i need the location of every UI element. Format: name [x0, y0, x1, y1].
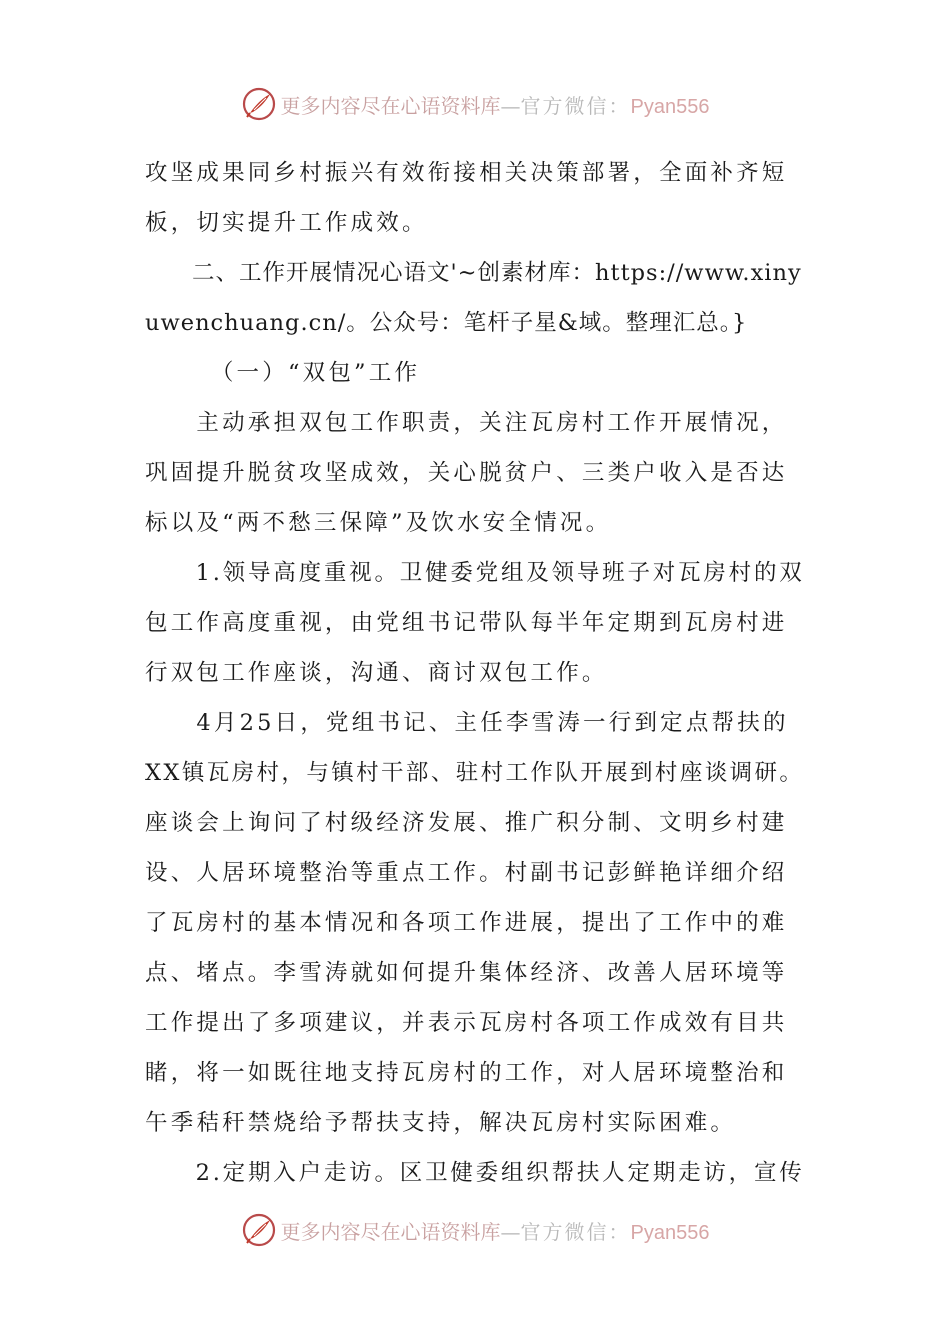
text-line: 行双包工作座谈，沟通、商讨双包工作。	[145, 660, 608, 686]
banner-dash: —	[500, 93, 521, 118]
banner-main-text: 更多内容尽在心语资料库	[280, 1219, 501, 1244]
banner-wechat-label: 官方微信：	[520, 93, 631, 118]
text-line: 点、堵点。李雪涛就如何提升集体经济、改善人居环境等	[145, 960, 788, 986]
text-line: 攻坚成果同乡村振兴有效衔接相关决策部署，全面补齐短	[145, 160, 788, 186]
banner-main-text: 更多内容尽在心语资料库	[280, 93, 501, 118]
text-line-url: 二、工作开展情况心语文'~创素材库：https://www.xiny	[145, 260, 802, 286]
text-line: 主动承担双包工作职责，关注瓦房村工作开展情况，	[145, 410, 788, 436]
text-line: 座谈会上询问了村级经济发展、推广积分制、文明乡村建	[145, 810, 788, 836]
banner-wechat-label: 官方微信：	[520, 1219, 631, 1244]
text-line: 4月25日，党组书记、主任李雪涛一行到定点帮扶的	[145, 710, 789, 736]
text-line: 午季秸秆禁烧给予帮扶支持，解决瓦房村实际困难。	[145, 1110, 737, 1136]
banner-text	[281, 1216, 710, 1245]
text-line: 巩固提升脱贫攻坚成效，关心脱贫户、三类户收入是否达	[145, 460, 788, 486]
text-line: 包工作高度重视，由党组书记带队每半年定期到瓦房村进	[145, 610, 788, 636]
quill-logo-icon	[241, 1212, 277, 1248]
text-line-url-cont: uwenchuang.cn/。公众号：笔杆子星&域。整理汇总。}	[145, 310, 748, 336]
header-banner	[0, 84, 950, 124]
body-text	[145, 148, 807, 1198]
text-line: 板，切实提升工作成效。	[145, 210, 428, 236]
text-line: 工作提出了多项建议，并表示瓦房村各项工作成效有目共	[145, 1010, 788, 1036]
text-line: 标以及“两不愁三保障”及饮水安全情况。	[145, 510, 612, 536]
text-line: 设、人居环境整治等重点工作。村副书记彭鲜艳详细介绍	[145, 860, 788, 886]
banner-wechat-id: Pyan556	[630, 1221, 710, 1244]
banner-text	[281, 90, 710, 119]
text-line: 1.领导高度重视。卫健委党组及领导班子对瓦房村的双	[145, 560, 805, 586]
footer-banner	[0, 1210, 950, 1250]
banner-wechat-id: Pyan556	[630, 95, 710, 118]
text-line: XX镇瓦房村，与镇村干部、驻村工作队开展到村座谈调研。	[145, 760, 805, 786]
section-heading: （一）“双包”工作	[145, 360, 421, 386]
text-line: 2.定期入户走访。区卫健委组织帮扶人定期走访，宣传	[145, 1160, 805, 1186]
text-line: 睹，将一如既往地支持瓦房村的工作，对人居环境整治和	[145, 1060, 788, 1086]
banner-dash: —	[500, 1219, 521, 1244]
text-line: 了瓦房村的基本情况和各项工作进展，提出了工作中的难	[145, 910, 788, 936]
quill-logo-icon	[241, 86, 277, 122]
